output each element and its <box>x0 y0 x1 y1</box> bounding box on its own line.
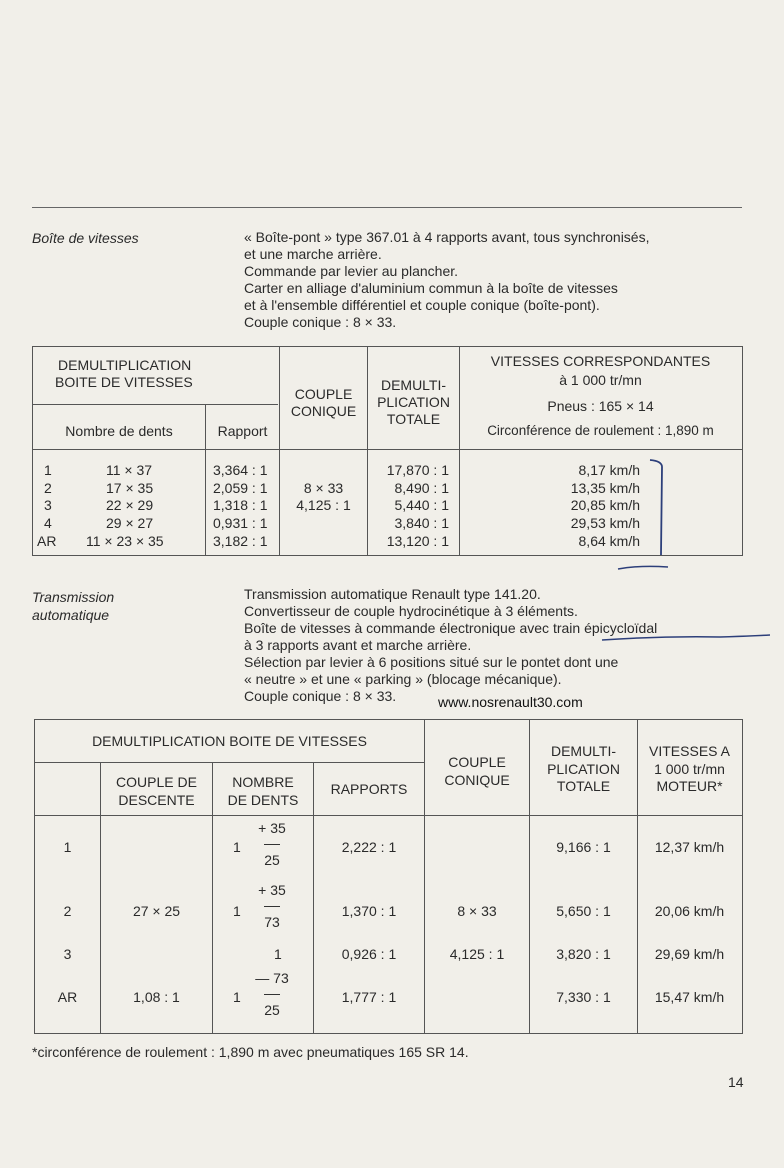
transmission-line: Boîte de vitesses à commande électronique avec train épicycloïdal <box>244 620 658 636</box>
t1-teeth: 11 × 37 <box>106 462 153 478</box>
t2-gear: 3 <box>63 946 72 962</box>
footnote: *circonférence de roulement : 1,890 m avec pneumatiques 165 SR 14. <box>32 1044 469 1060</box>
t2-total: 7,330 : 1 <box>556 989 611 1005</box>
t1-ratio: 1,318 : 1 <box>213 497 268 513</box>
t2-teeth-one: 1 <box>233 903 241 919</box>
t2-header-descent: DESCENTE <box>118 792 195 808</box>
t2-ratio: 1,370 : 1 <box>341 903 397 919</box>
t1-header-total: TOTALE <box>386 411 441 427</box>
t2-header-ratios: RAPPORTS <box>330 781 408 797</box>
t2-header-teeth: NOMBRE <box>232 774 294 790</box>
t2-total: 5,650 : 1 <box>556 903 611 919</box>
t1-header-demul: BOITE DE VITESSES <box>55 374 193 390</box>
gearbox-line: Commande par levier au plancher. <box>244 263 459 279</box>
t1-header-speeds: VITESSES CORRESPONDANTES <box>490 353 711 369</box>
t2-gear: AR <box>57 989 78 1005</box>
t1-header-tyres: Pneus : 165 × 14 <box>547 398 654 414</box>
t1-speed: 13,35 km/h <box>570 480 640 496</box>
transmission-label: automatique <box>32 607 110 623</box>
t2-speed: 15,47 km/h <box>654 989 725 1005</box>
t2-header-speed: MOTEUR* <box>656 778 723 794</box>
t1-total: 13,120 : 1 <box>386 533 449 549</box>
gearbox-description <box>244 229 744 331</box>
handwritten-underline-mark <box>600 630 775 650</box>
t2-header-total: DEMULTI- <box>550 743 617 759</box>
t2-ratio: 1,777 : 1 <box>341 989 397 1005</box>
t1-ratio: 3,364 : 1 <box>213 462 268 478</box>
t2-header-total: PLICATION <box>547 761 620 777</box>
t1-header-circumference: Circonférence de roulement : 1,890 m <box>487 423 714 438</box>
t1-gear: 3 <box>44 497 52 513</box>
t2-ratio: 0,926 : 1 <box>341 946 397 962</box>
t2-teeth-fraction: — 73 25 <box>255 970 289 1018</box>
handwritten-bracket-mark <box>600 455 680 575</box>
t2-header-descent: COUPLE DE <box>116 774 197 790</box>
transmission-line: « neutre » et une « parking » (blocage mécanique). <box>244 671 562 687</box>
t2-teeth-value: 1 <box>274 946 282 962</box>
t1-total: 3,840 : 1 <box>394 515 449 531</box>
gearbox-line: « Boîte-pont » type 367.01 à 4 rapports avant, tous synchronisés, <box>244 229 650 245</box>
t1-bevel: 8 × 33 <box>303 480 344 496</box>
transmission-line: Convertisseur de couple hydrocinétique à 3 éléments. <box>244 603 578 619</box>
t1-speed: 8,64 km/h <box>578 533 640 549</box>
t2-teeth-one: 1 <box>233 839 241 855</box>
t1-total: 17,870 : 1 <box>386 462 449 478</box>
gearbox-label: Boîte de vitesses <box>32 230 139 246</box>
transmission-line: Sélection par levier à 6 positions situé sur le pontet dont une <box>244 654 619 670</box>
t1-bevel: 4,125 : 1 <box>296 497 351 513</box>
gearbox-line: Carter en alliage d'aluminium commun à la boîte de vitesses <box>244 280 618 296</box>
t2-teeth-fraction: + 35 73 <box>258 882 286 930</box>
t1-gear: 1 <box>44 462 52 478</box>
page-number: 14 <box>728 1074 744 1090</box>
t1-header-couple: COUPLE <box>294 386 353 402</box>
t2-bevel: 4,125 : 1 <box>449 946 505 962</box>
gearbox-line: et une marche arrière. <box>244 246 382 262</box>
t1-teeth: 11 × 23 × 35 <box>86 533 164 549</box>
t2-speed: 20,06 km/h <box>654 903 725 919</box>
t2-header-speed: 1 000 tr/mn <box>654 761 725 777</box>
t1-gear: 4 <box>44 515 52 531</box>
gearbox-line: et à l'ensemble différentiel et couple conique (boîte-pont). <box>244 297 600 313</box>
t1-ratio: 2,059 : 1 <box>213 480 268 496</box>
t2-header-speed: VITESSES A <box>649 743 730 759</box>
t2-header-total: TOTALE <box>556 778 611 794</box>
t1-ratio: 3,182 : 1 <box>213 533 268 549</box>
t2-total: 3,820 : 1 <box>556 946 611 962</box>
t2-descent: 1,08 : 1 <box>133 989 180 1005</box>
t2-bevel: 8 × 33 <box>457 903 497 919</box>
website-link[interactable]: www.nosrenault30.com <box>438 694 583 710</box>
t2-descent: 27 × 25 <box>132 903 181 919</box>
t1-header-ratio: Rapport <box>217 423 268 439</box>
t1-header-couple: CONIQUE <box>290 403 357 419</box>
t1-gear: 2 <box>44 480 52 496</box>
t1-gear: AR <box>37 533 57 549</box>
t1-teeth: 17 × 35 <box>106 480 154 496</box>
t1-teeth: 22 × 29 <box>106 497 154 513</box>
top-rule <box>32 207 742 208</box>
gearbox-line: Couple conique : 8 × 33. <box>244 314 397 330</box>
t2-speed: 29,69 km/h <box>654 946 725 962</box>
t2-gear: 1 <box>63 839 72 855</box>
t2-header-teeth: DE DENTS <box>227 792 299 808</box>
t1-speed: 29,53 km/h <box>570 515 640 531</box>
transmission-line: Couple conique : 8 × 33. <box>244 688 397 704</box>
t1-header-teeth: Nombre de dents <box>65 423 173 439</box>
t1-speed: 20,85 km/h <box>570 497 640 513</box>
t2-teeth-fraction: + 35 25 <box>258 820 286 868</box>
t2-ratio: 2,222 : 1 <box>341 839 397 855</box>
transmission-line: à 3 rapports avant et marche arrière. <box>244 637 472 653</box>
transmission-line: Transmission automatique Renault type 141.20. <box>244 586 541 602</box>
transmission-label: Transmission <box>32 589 115 605</box>
t2-teeth-one: 1 <box>233 989 241 1005</box>
t1-speed: 8,17 km/h <box>578 462 640 478</box>
t2-gear: 2 <box>63 903 72 919</box>
t1-header-demul: DEMULTIPLICATION <box>58 357 192 373</box>
t1-total: 5,440 : 1 <box>394 497 449 513</box>
t1-header-total: DEMULTI- <box>380 377 447 393</box>
t2-total: 9,166 : 1 <box>556 839 611 855</box>
t1-header-speeds: à 1 000 tr/mn <box>559 372 642 388</box>
t2-header-bevel: CONIQUE <box>444 772 510 788</box>
t2-speed: 12,37 km/h <box>654 839 725 855</box>
t1-total: 8,490 : 1 <box>394 480 449 496</box>
t1-header-total: PLICATION <box>377 394 450 410</box>
t2-header-bevel: COUPLE <box>448 754 506 770</box>
t2-header-demul: DEMULTIPLICATION BOITE DE VITESSES <box>92 733 367 749</box>
t1-ratio: 0,931 : 1 <box>213 515 268 531</box>
t1-teeth: 29 × 27 <box>106 515 154 531</box>
